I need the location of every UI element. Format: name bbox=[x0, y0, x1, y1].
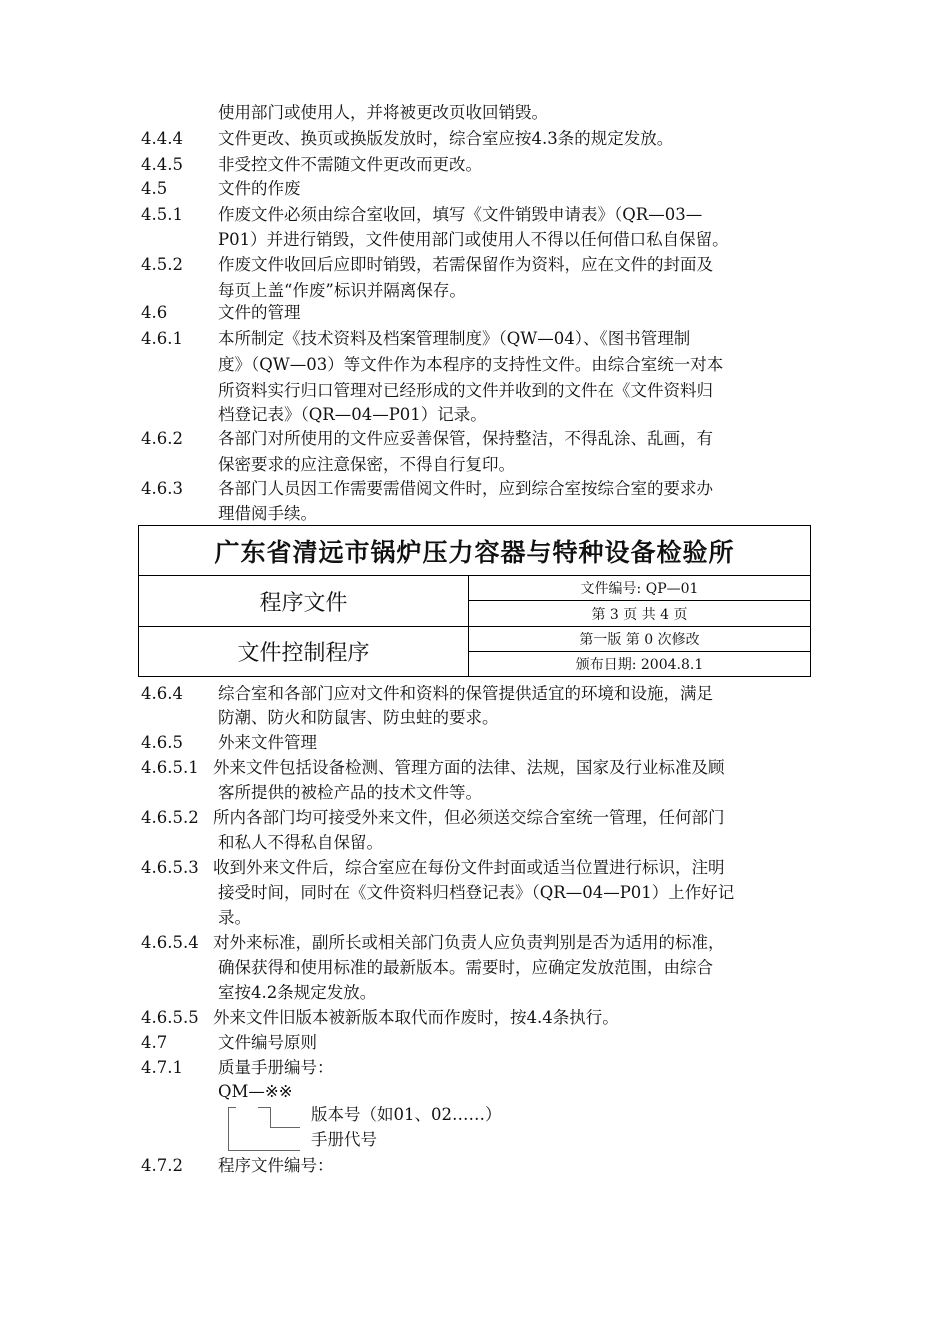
tree-connector-manual bbox=[228, 1150, 300, 1151]
document-name: 文件控制程序 bbox=[139, 627, 469, 676]
tree-tick bbox=[258, 1107, 270, 1108]
document-number: 文件编号: QP—01 bbox=[469, 576, 810, 601]
manual-code-label: 手册代号 bbox=[311, 1130, 377, 1149]
page-header-table bbox=[138, 525, 811, 677]
tree-connector-version bbox=[270, 1127, 300, 1128]
issue-date: 颁布日期: 2004.8.1 bbox=[575, 657, 704, 673]
document-type: 程序文件 bbox=[139, 576, 469, 627]
organization-title: 广东省清远市锅炉压力容器与特种设备检验所 bbox=[139, 526, 810, 576]
tree-branch-manual bbox=[228, 1107, 229, 1150]
edition-info: 第一版 第 0 次修改 bbox=[469, 627, 810, 652]
page-count: 第 3 页 共 4 页 bbox=[469, 601, 810, 627]
version-label: 版本号（如01、02……） bbox=[311, 1105, 502, 1124]
tree-tick bbox=[228, 1107, 236, 1108]
tree-branch-version bbox=[270, 1107, 271, 1127]
